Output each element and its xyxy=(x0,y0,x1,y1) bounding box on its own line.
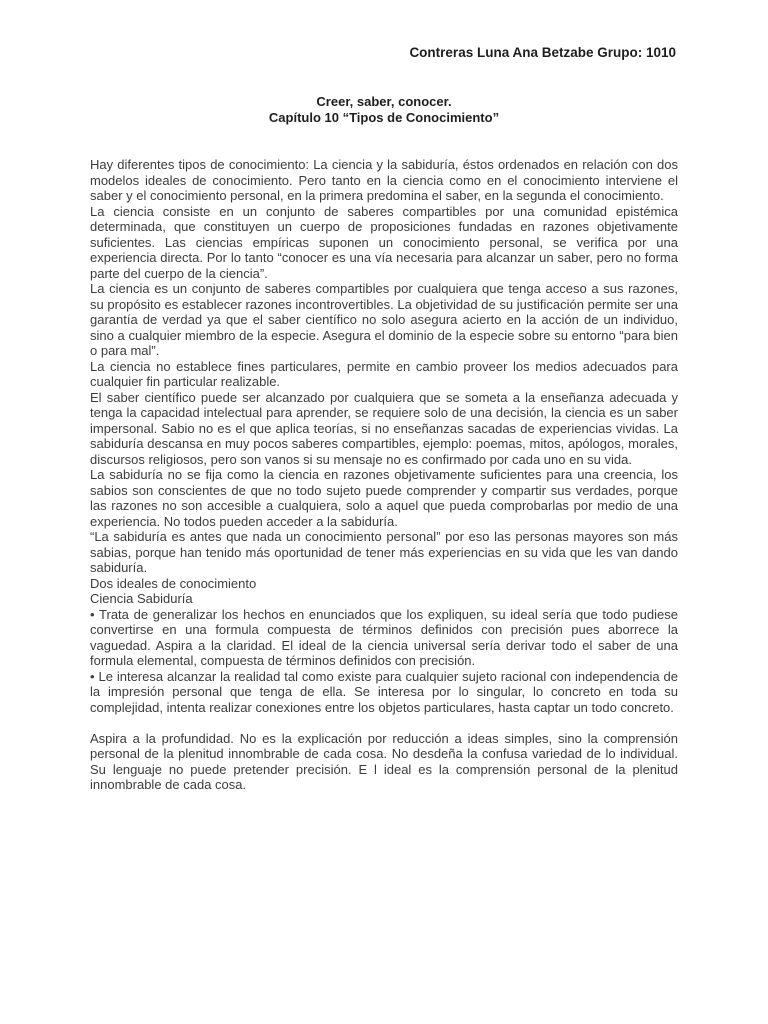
paragraph: “La sabiduría es antes que nada un conocimiento personal” por eso las personas mayores son más sabias, porque han tenido más oportunidad de tener más experiencias en su vida que les van dando sabiduría. xyxy=(90,529,678,575)
paragraph: El saber científico puede ser alcanzado por cualquiera que se someta a la enseñanza adecuada y tenga la capacidad intelectual para aprender, se requiere solo de una decisión, la ciencia es un saber impersonal. Sabio no es el que aplica teorías, si no enseñanzas sacadas de experiencias vividas. La sabiduría descansa en muy pocos saberes compartibles, ejemplo: poemas, mitos, apólogos, morales, discursos religiosos, pero son vanos si su mensaje no es confirmado por cada uno en su vida. xyxy=(90,389,678,467)
body-text xyxy=(90,157,678,793)
paragraph: La ciencia es un conjunto de saberes compartibles por cualquiera que tenga acceso a sus razones, su propósito es establecer razones incontrovertibles. La objetividad de su justificación permite ser una garantía de verdad ya que el saber científico no solo asegura acierto en la acción de un individuo, sino a cualquier miembro de la especie. Asegura el dominio de la especie sobre su entorno “para bien o para mal”. xyxy=(90,281,678,358)
section-heading: Dos ideales de conocimiento xyxy=(90,575,257,591)
paragraph: Hay diferentes tipos de conocimiento: La ciencia y la sabiduría, éstos ordenados en relación con dos modelos ideales de conocimiento. Pero tanto en la ciencia como en el conocimiento interviene el saber y el conocimiento personal, en la primera predomina el saber, en la segunda el conocimiento. xyxy=(90,157,678,203)
paragraph: Aspira a la profundidad. No es la explicación por reducción a ideas simples, sino la comprensión personal de la plenitud innombrable de cada cosa. No desdeña la confusa variedad de lo individual. Su lenguaje no puede pretender precisión. E l ideal es la comprensión personal de la plenitud innombrable de cada cosa. xyxy=(90,730,678,792)
document-title: Creer, saber, conocer. xyxy=(316,94,452,109)
bullet-item: • Le interesa alcanzar la realidad tal como existe para cualquier sujeto racional con independencia de la impresión personal que tenga de ella. Se interesa por lo singular, lo concreto en toda su complejidad, intenta realizar conexiones entre los objetos particulares, hasta captar un todo concreto. xyxy=(90,668,678,715)
author-line: Contreras Luna Ana Betzabe Grupo: 1010 xyxy=(409,45,676,60)
title-block xyxy=(0,94,768,126)
paragraph: La sabiduría no se fija como la ciencia en razones objetivamente suficientes para una creencia, los sabios son conscientes de que no todo sujeto puede comprender y compartir sus verdades, porque las razones no son accesible a cualquiera, solo a aquel que pueda comprobarlas por medio de una experiencia. No todos pueden acceder a la sabiduría. xyxy=(90,467,678,529)
paragraph: La ciencia consiste en un conjunto de saberes compartibles por una comunidad epistémica determinada, que constituyen un cuerpo de proposiciones fundadas en razones objetivamente suficientes. Las ciencias empíricas suponen un conocimiento personal, se verifica por una experiencia directa. Por lo tanto “conocer es una vía necesaria para alcanzar un saber, pero no forma parte del cuerpo de la ciencia”. xyxy=(90,203,678,281)
column-labels: Ciencia Sabiduría xyxy=(90,591,193,606)
chapter-title: Capítulo 10 “Tipos de Conocimiento” xyxy=(268,110,500,125)
paragraph: La ciencia no establece fines particulares, permite en cambio proveer los medios adecuados para cualquier fin particular realizable. xyxy=(90,358,678,389)
bullet-item: • Trata de generalizar los hechos en enunciados que los expliquen, su ideal sería que todo pudiese convertirse en una formula compuesta de términos definidos con precisión pues aborrece la vaguedad. Aspira a la claridad. El ideal de la ciencia universal sería derivar todo el saber de una formula elemental, compuesta de términos definidos con precisión. xyxy=(90,606,678,668)
